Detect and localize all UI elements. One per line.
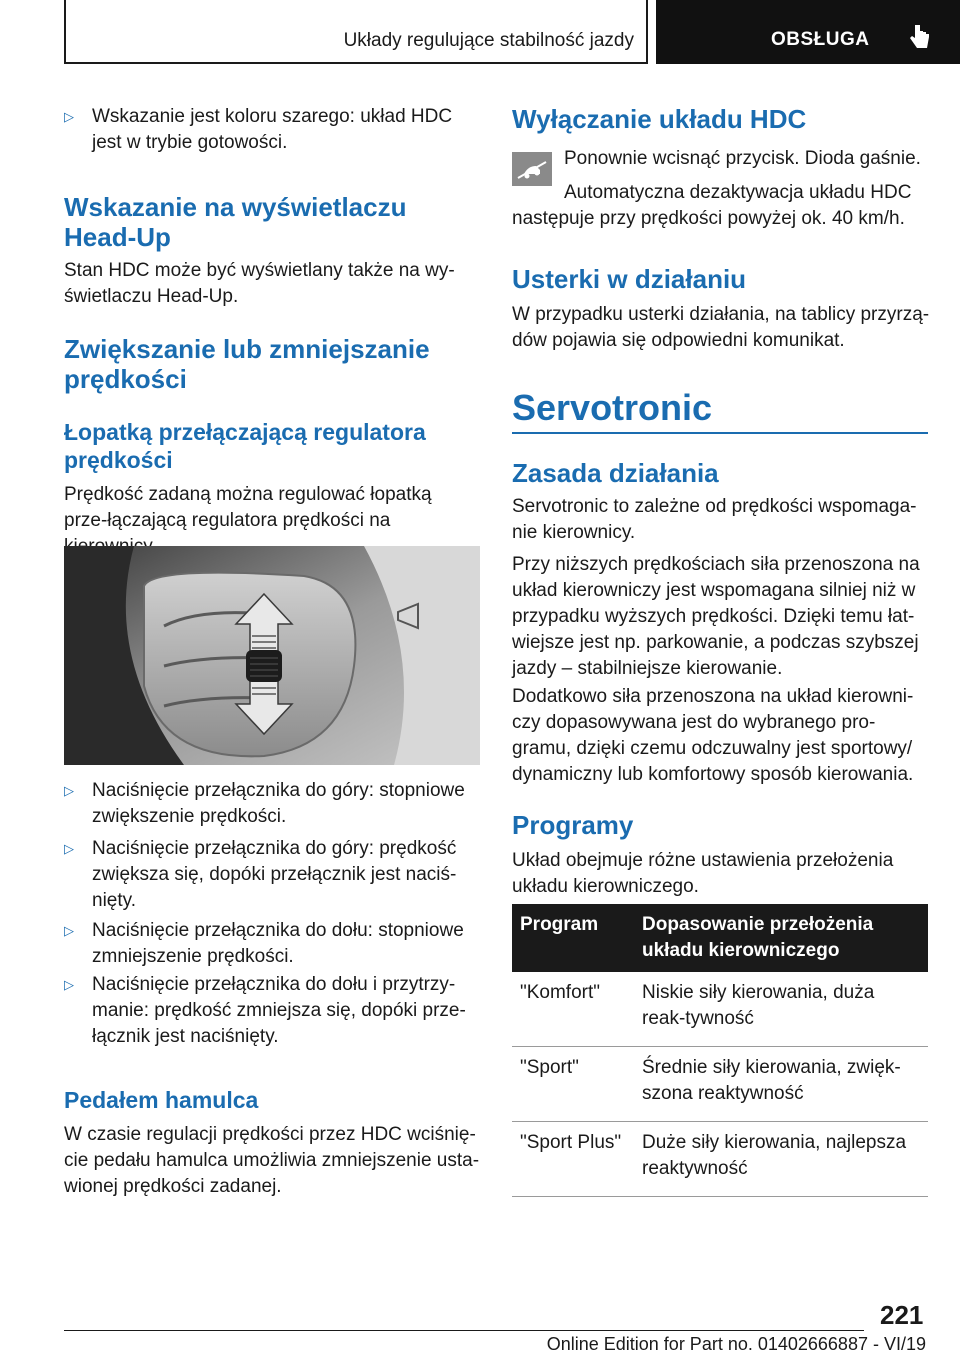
paragraph-hdc-off-2b: następuje przy prędkości powyżej ok. 40 km/h.: [512, 208, 905, 229]
table-row: [512, 972, 928, 1047]
paragraph-principle-1: Servotronic to zależne od prędkości wspomaga-nie kierownicy.: [512, 496, 917, 543]
table-row: [512, 1122, 928, 1197]
section-tab-label: OBSŁUGA: [771, 29, 870, 50]
heading-principle: Zasada działania: [512, 458, 719, 488]
steering-wheel-rocker-switch-photo: [64, 546, 480, 765]
page-number: 221: [880, 1300, 924, 1330]
bullet-item: [64, 836, 478, 914]
paragraph-paddle: Prędkość zadaną można regulować łopatką prze-łączającą regulatora prędkości na: [64, 484, 432, 531]
heading-brake: Pedałem hamulca: [64, 1087, 259, 1113]
hand-pointer-icon: [909, 23, 931, 51]
table-cell: "Sport": [512, 1047, 634, 1122]
bullet-text: Wskazanie jest koloru szarego: układ HDC jest w trybie gotowości.: [92, 106, 453, 153]
table-cell: Średnie siły kierowania, zwięk-szona reaktywność: [634, 1047, 928, 1122]
heading-headup: Wskazanie na wyświetlaczu Head-Up: [64, 192, 407, 252]
heading-paddle: Łopatką przełączającą regulatora prędkości: [64, 419, 426, 473]
triangle-bullet-icon: ▷: [64, 841, 74, 856]
programs-table: [512, 904, 928, 1197]
bullet-text: Naciśnięcie przełącznika do góry: prędkość zwiększa się, dopóki przełącznik jest naciś-nięty.: [92, 838, 457, 911]
section-tab[interactable]: [656, 0, 960, 64]
paragraph-principle-3: Dodatkowo siła przenoszona na układ kierowni-czy dopasowywana jest do wybranego pro-gramu, dzięki czemu odczuwalny jest sportowy/ dynamiczny lub komfortowy sposób kierowania.: [512, 686, 914, 785]
heading-hdc-off: Wyłączanie układu HDC: [512, 104, 807, 134]
heading-programs: Programy: [512, 810, 634, 840]
paragraph-hdc-off-1: Ponownie wcisnąć przycisk. Dioda gaśnie.: [564, 148, 921, 169]
paragraph-principle-2: Przy niższych prędkościach siła przenoszona na układ kierowniczy jest wspomagana silniej niż w przypadku wyższych prędkości. Dzięki temu łat-wiejsze jest np. parkowanie, a podczas szybszej jazdy – stabilniejsze kierowanie.: [512, 554, 920, 679]
bullet-item: [64, 918, 478, 970]
bullet-text: Naciśnięcie przełącznika do góry: stopniowe zwiększenie prędkości.: [92, 780, 465, 827]
paragraph-headup: Stan HDC może być wyświetlany także na wy-świetlaczu Head-Up.: [64, 260, 455, 307]
table-cell: Duże siły kierowania, najlepsza reaktywność: [634, 1122, 928, 1197]
header-title-box: [64, 0, 648, 64]
paragraph-fault: W przypadku usterki działania, na tablicy przyrzą-dów pojawia się odpowiedni komunikat.: [512, 304, 930, 351]
footer-edition: Online Edition for Part no. 01402666887 - VI/19: [546, 1334, 926, 1354]
footer-rule: [64, 1330, 864, 1331]
bullet-text: Naciśnięcie przełącznika do dołu: stopniowe zmniejszenie prędkości.: [92, 920, 464, 967]
triangle-bullet-icon: ▷: [64, 783, 74, 798]
table-cell: "Komfort": [512, 972, 634, 1047]
heading-speed: Zwiększanie lub zmniejszanie prędkości: [64, 334, 430, 394]
table-cell: "Sport Plus": [512, 1122, 634, 1197]
bullet-item: [64, 972, 478, 1050]
paragraph-brake: W czasie regulacji prędkości przez HDC wciśnię-cie pedału hamulca umożliwia zmniejszenie usta-wionej prędkości zadanej.: [64, 1124, 480, 1197]
section-rule: [512, 432, 928, 434]
triangle-bullet-icon: ▷: [64, 977, 74, 992]
table-cell: Niskie siły kierowania, duża reak-tywność: [634, 972, 928, 1047]
heading-fault: Usterki w działaniu: [512, 264, 747, 294]
bullet-text: Naciśnięcie przełącznika do dołu i przytrzy-manie: prędkość zmniejsza się, dopóki prze-łącznik jest naciśnięty.: [92, 974, 466, 1047]
bullet-item: [64, 104, 478, 156]
table-row: [512, 1047, 928, 1122]
table-header-cell: Program: [512, 904, 634, 972]
hill-descent-control-icon: [512, 152, 552, 186]
paragraph-hdc-off-2a: Automatyczna dezaktywacja układu HDC: [564, 182, 912, 203]
table-header-row: [512, 904, 928, 972]
heading-servotronic: Servotronic: [512, 387, 713, 428]
bullet-item: [64, 778, 478, 830]
triangle-bullet-icon: ▷: [64, 923, 74, 938]
paragraph-programs: Układ obejmuje różne ustawienia przełożenia układu kierowniczego.: [512, 850, 894, 897]
running-header-title: Układy regulujące stabilność jazdy: [343, 30, 634, 51]
triangle-bullet-icon: ▷: [64, 109, 74, 124]
table-header-cell: Dopasowanie przełożenia układu kierowniczego: [634, 904, 928, 972]
